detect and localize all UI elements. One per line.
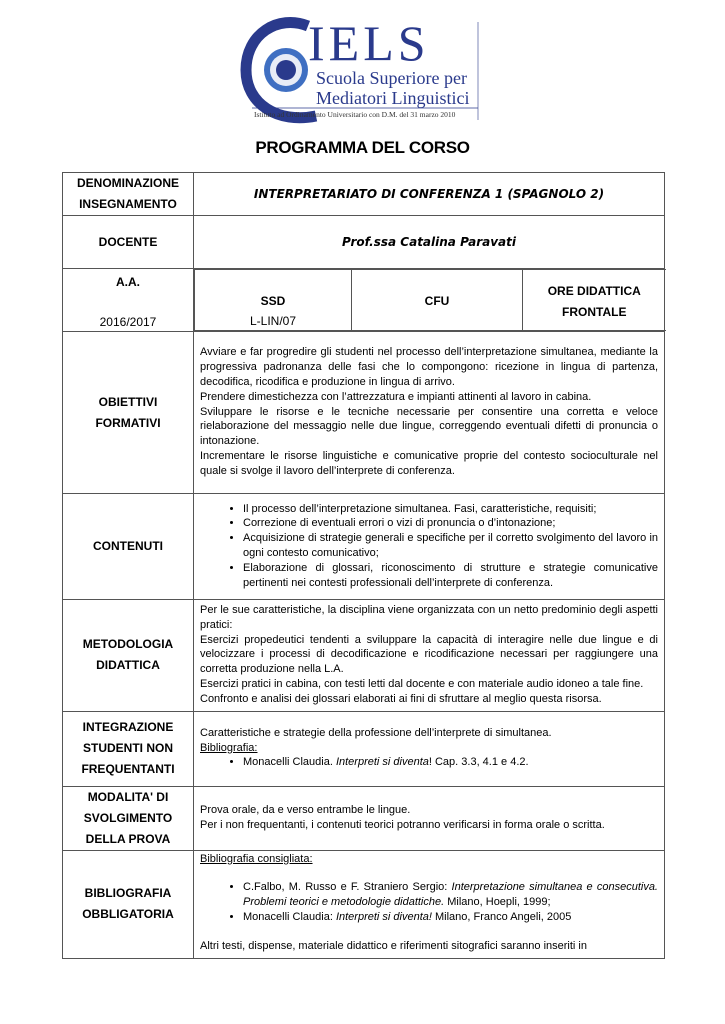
label-docente: DOCENTE bbox=[63, 216, 194, 269]
label-denominazione-line1: DENOMINAZIONE bbox=[77, 176, 179, 190]
label-aa: A.A. bbox=[116, 275, 140, 289]
label-ssd: SSD bbox=[260, 294, 286, 308]
label-metodologia-line1: METODOLOGIA bbox=[82, 637, 174, 652]
label-integrazione-line1: INTEGRAZIONE bbox=[82, 720, 174, 735]
label-contenuti: CONTENUTI bbox=[63, 494, 194, 600]
bibliografia-list bbox=[200, 880, 658, 924]
label-denominazione bbox=[63, 173, 194, 216]
course-name: INTERPRETARIATO DI CONFERENZA 1 (SPAGNOLO 2) bbox=[194, 173, 665, 216]
label-modalita-line2: SVOLGIMENTO bbox=[83, 810, 173, 825]
cell-ssd-cfu-ore bbox=[194, 269, 665, 332]
list-item: • Acquisizione di strategie generali e specifiche per il corretto svolgimento del lavoro in ogni contesto comunicativo; bbox=[243, 531, 658, 561]
obiettivi-paragraph: Sviluppare le risorse e le tecniche necessarie per consentire una corretta e veloce rielaborazione del messaggio nelle due lingue, correggendo eventuali difetti di pronuncia o intonazione. bbox=[200, 405, 658, 448]
bibliography-label: Bibliografia: bbox=[200, 741, 258, 754]
cell-cfu bbox=[352, 270, 523, 331]
modalita-line: Prova orale, da e verso entrambe le lingue. bbox=[200, 803, 411, 816]
row-bibliografia bbox=[63, 850, 665, 958]
label-bibliografia bbox=[63, 850, 194, 958]
course-table bbox=[62, 172, 665, 959]
bibliografia-heading: Bibliografia consigliata: bbox=[200, 852, 313, 865]
row-contenuti bbox=[63, 494, 665, 600]
label-integrazione bbox=[63, 711, 194, 786]
row-docente bbox=[63, 216, 665, 269]
integrazione-list bbox=[200, 755, 658, 770]
bibliografia-content bbox=[194, 850, 665, 958]
list-item bbox=[243, 755, 658, 770]
book-details: Milano, Franco Angeli, 2005 bbox=[431, 910, 572, 923]
cell-aa bbox=[63, 269, 194, 332]
metodologia-content bbox=[194, 600, 665, 712]
logo-school-line1: Scuola Superiore per bbox=[316, 68, 467, 88]
label-obiettivi-line1: OBIETTIVI bbox=[98, 394, 158, 409]
integrazione-content bbox=[194, 711, 665, 786]
contenuti-list bbox=[200, 502, 658, 591]
logo-subtitle: Istituto ad Ordinamento Universitario con D.M. del 31 marzo 2010 bbox=[254, 110, 456, 119]
book-details: Milano, Hoepli, 1999; bbox=[444, 896, 551, 909]
cell-ssd bbox=[195, 270, 352, 331]
obiettivi-paragraph: Prendere dimestichezza con l’attrezzatura e impianti attinenti al lavoro in cabina. bbox=[200, 390, 592, 403]
logo-school-line2: Mediatori Linguistici bbox=[316, 88, 470, 108]
label-ore-line1: ORE DIDATTICA bbox=[547, 283, 641, 298]
book-title: Interpreti si diventa bbox=[335, 756, 429, 769]
label-metodologia-line2: DIDATTICA bbox=[96, 658, 160, 673]
academic-year: 2016/2017 bbox=[99, 315, 157, 329]
obiettivi-paragraph: Avviare e far progredire gli studenti nel processo dell’interpretazione simultanea, mediante la progressiva padronanza delle fasi che lo compongono: ricezione in lingua di partenza, decodifica, ricodifica e produzione in lingua di arrivo. bbox=[200, 346, 658, 388]
metodologia-paragraph: Per le sue caratteristiche, la disciplina viene organizzata con un netto predominio degli aspetti pratici: bbox=[200, 604, 658, 631]
label-integrazione-line2: STUDENTI NON bbox=[83, 741, 173, 756]
obiettivi-paragraph: Incrementare le risorse linguistiche e comunicative proprie del contesto socioculturale nel quale si svolge il lavoro dell’interprete di conferenza. bbox=[200, 449, 658, 477]
row-integrazione bbox=[63, 711, 665, 786]
cell-ore bbox=[523, 270, 666, 331]
label-obiettivi bbox=[63, 332, 194, 494]
list-item bbox=[243, 910, 658, 925]
institution-logo bbox=[238, 12, 488, 130]
book-details: ! Cap. 3.3, 4.1 e 4.2. bbox=[428, 756, 529, 769]
list-item bbox=[243, 880, 658, 910]
integrazione-text: Caratteristiche e strategie della professione dell’interprete di simultanea. bbox=[200, 726, 552, 739]
modalita-line: Per i non frequentanti, i contenuti teorici potranno verificarsi in forma orale o scritta. bbox=[200, 818, 605, 831]
logo-acronym: IELS bbox=[308, 15, 430, 71]
label-ore-line2: FRONTALE bbox=[562, 304, 627, 319]
label-modalita-line3: DELLA PROVA bbox=[85, 831, 171, 846]
row-modalita bbox=[63, 786, 665, 850]
label-bibliografia-line2: OBBLIGATORIA bbox=[82, 907, 174, 922]
book-author: C.Falbo, M. Russo e F. Straniero Sergio: bbox=[243, 881, 452, 894]
label-obiettivi-line2: FORMATIVI bbox=[95, 415, 161, 430]
label-modalita bbox=[63, 786, 194, 850]
label-metodologia bbox=[63, 600, 194, 712]
row-aa bbox=[63, 269, 665, 332]
book-author: Monacelli Claudia. bbox=[243, 756, 336, 769]
metodologia-paragraph: Confronto e analisi dei glossari elaborati ai fini di sfruttare al meglio questa risorsa. bbox=[200, 692, 602, 705]
teacher-name: Prof.ssa Catalina Paravati bbox=[194, 216, 665, 269]
bibliografia-footer: Altri testi, dispense, materiale didattico e riferimenti sitografici saranno inseriti in bbox=[200, 939, 587, 952]
row-obiettivi bbox=[63, 332, 665, 494]
metodologia-paragraph: Esercizi propedeutici tendenti a sviluppare la capacità di interagire nelle due lingue e di velocizzare i processi di decodificazione e ricodificazione necessari per raggiungere una corretta produzione nella L.A. bbox=[200, 633, 658, 676]
list-item: • Correzione di eventuali errori o vizi di pronuncia o d’intonazione; bbox=[243, 516, 658, 531]
label-denominazione-line2: INSEGNAMENTO bbox=[79, 197, 177, 211]
label-integrazione-line3: FREQUENTANTI bbox=[81, 762, 175, 777]
book-title: Interpretazione simultanea e consecutiva. Problemi teorici e metodologie didattiche. bbox=[243, 881, 658, 909]
obiettivi-content bbox=[194, 332, 665, 494]
book-author: Monacelli Claudia: bbox=[243, 910, 336, 923]
contenuti-content bbox=[194, 494, 665, 600]
label-cfu: CFU bbox=[424, 294, 450, 308]
metodologia-paragraph: Esercizi pratici in cabina, con testi letti dal docente e con materiale audio idoneo a tale fine. bbox=[200, 677, 644, 690]
book-title: Interpreti si diventa! bbox=[335, 910, 432, 923]
modalita-content bbox=[194, 786, 665, 850]
row-metodologia bbox=[63, 600, 665, 712]
page-title: PROGRAMMA DEL CORSO bbox=[255, 138, 470, 157]
ssd-value: L-LIN/07 bbox=[249, 314, 297, 328]
list-item: • Elaborazione di glossari, riconoscimento di strutture e strategie comunicative pertinenti nei contesti professionali dell’interprete di conferenza. bbox=[243, 561, 658, 591]
list-item: • Il processo dell’interpretazione simultanea. Fasi, caratteristiche, requisiti; bbox=[243, 502, 658, 517]
row-denominazione bbox=[63, 173, 665, 216]
label-bibliografia-line1: BIBLIOGRAFIA bbox=[84, 886, 172, 901]
label-modalita-line1: MODALITA' DI bbox=[87, 789, 169, 804]
